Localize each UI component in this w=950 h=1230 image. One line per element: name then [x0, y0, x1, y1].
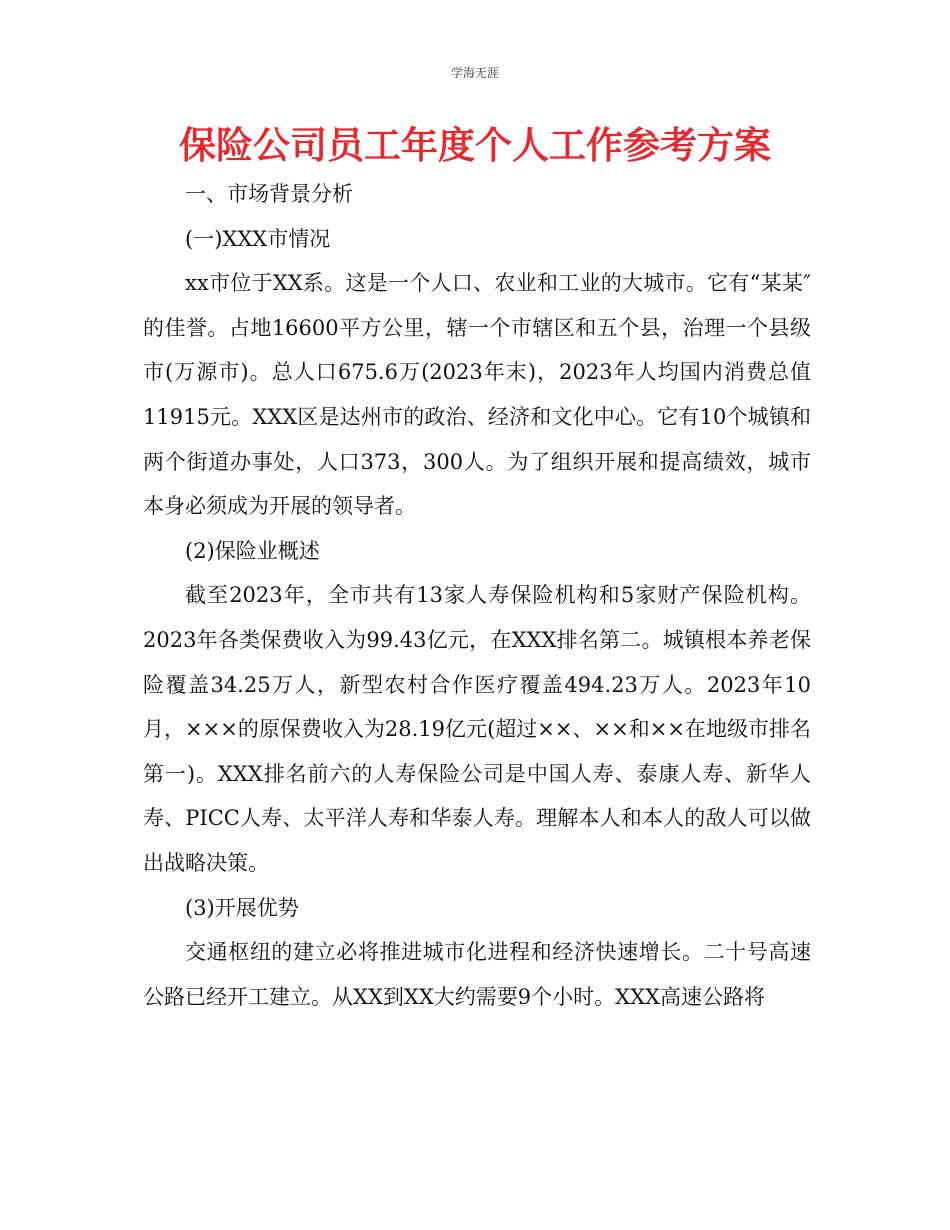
header-note: 学海无涯 [450, 66, 499, 80]
subsection-heading-city: (一)XXX市情况 [185, 226, 331, 251]
document-body [143, 172, 811, 1019]
paragraph-insurance-overview: 截至2023年，全市共有13家人寿保险机构和5家财产保险机构。2023年各类保费收入为99.43亿元，在XXX排名第二。城镇根本养老保险覆盖34.25万人，新型农村合作医疗覆盖494.23万人。2023年10月，×××的原保费收入为28.19亿元(超过××、××和××在地级市排名第一)。XXX排名前六的人寿保险公司是中国人寿、泰康人寿、新华人寿、PICC人寿、太平洋人寿和华泰人寿。理解本人和本人的敌人可以做出战略决策。 [143, 583, 811, 875]
paragraph-city-overview: xx市位于XX系。这是一个人口、农业和工业的大城市。它有“某某″的佳誉。占地16600平方公里，辖一个市辖区和五个县，治理一个县级市(万源市)。总人口675.6万(2023年末)，2023年人均国内消费总值11915元。XXX区是达州市的政治、经济和文化中心。它有10个城镇和两个街道办事处，人口373，300人。为了组织开展和提高绩效，城市本身必须成为开展的领导者。 [143, 271, 811, 519]
subsection-heading-insurance: (2)保险业概述 [185, 538, 320, 563]
document-title: 保险公司员工年度个人工作参考方案 [179, 123, 771, 167]
subsection-heading-advantages: (3)开展优势 [185, 895, 299, 920]
section-heading-market-analysis: 一、市场背景分析 [185, 182, 353, 206]
paragraph-advantages: 交通枢纽的建立必将推进城市化进程和经济快速增长。二十号高速公路已经开工建立。从XX到XX大约需要9个小时。XXX高速公路将 [143, 940, 811, 1009]
